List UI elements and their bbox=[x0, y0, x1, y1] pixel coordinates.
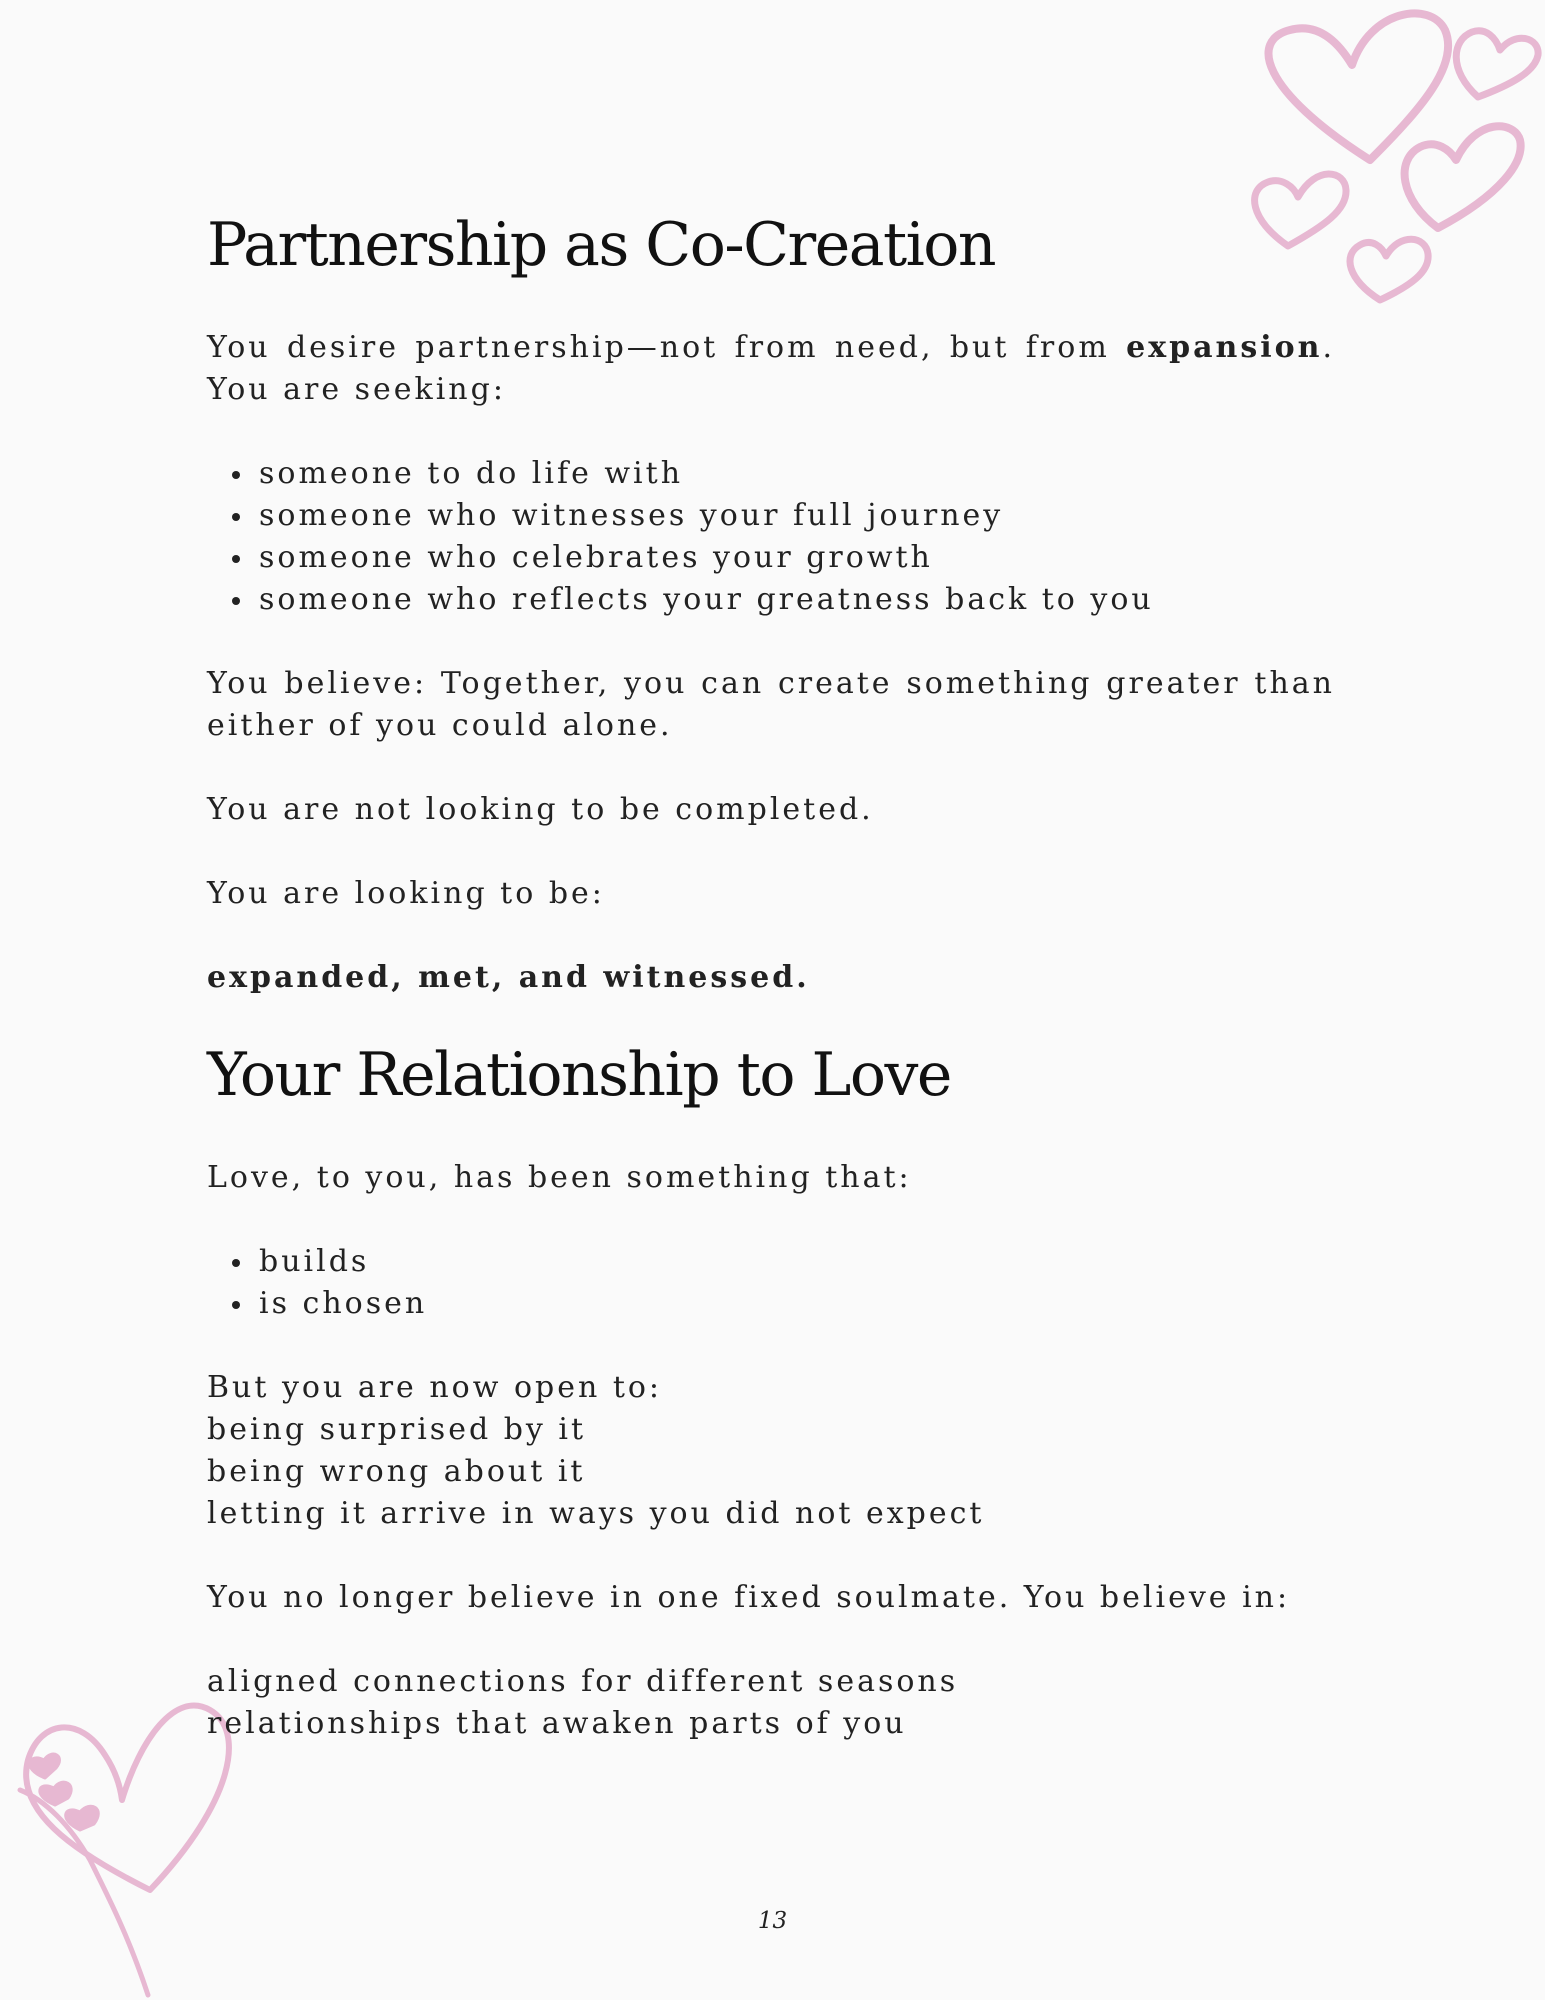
partnership-intro-bold: expansion bbox=[1126, 330, 1323, 365]
partnership-intro-start: You desire partnership—not from need, but from bbox=[207, 330, 1127, 365]
seeking-list bbox=[207, 453, 1335, 621]
open-to-line: letting it arrive in ways you did not expect bbox=[207, 1496, 985, 1531]
believe-in-line: relationships that awaken parts of you bbox=[207, 1706, 907, 1741]
looking-to-be-paragraph: You are looking to be: bbox=[207, 876, 605, 911]
open-to-line: being wrong about it bbox=[207, 1454, 586, 1489]
list-item: is chosen bbox=[259, 1283, 1335, 1325]
love-list bbox=[207, 1241, 1335, 1325]
page-number: 13 bbox=[757, 1908, 788, 1934]
list-item: someone who reflects your greatness back to you bbox=[259, 579, 1335, 621]
partnership-intro-end: . You are seeking: bbox=[207, 330, 1335, 407]
believe-in-line: aligned connections for different seasons bbox=[207, 1664, 959, 1699]
list-item: someone who witnesses your full journey bbox=[259, 495, 1335, 537]
section-title-relationship: Your Relationship to Love bbox=[207, 1040, 951, 1110]
believe-in-block bbox=[207, 1661, 1335, 1745]
open-to-line: But you are now open to: bbox=[207, 1370, 663, 1405]
open-to-line: being surprised by it bbox=[207, 1412, 587, 1447]
page-content bbox=[207, 205, 1335, 1745]
heart-with-small-hearts-icon bbox=[0, 1700, 260, 2000]
list-item: builds bbox=[259, 1241, 1335, 1283]
looking-to-be-bold: expanded, met, and witnessed. bbox=[207, 960, 810, 995]
soulmate-paragraph: You no longer believe in one fixed soulmate. You believe in: bbox=[207, 1580, 1291, 1615]
list-item: someone to do life with bbox=[259, 453, 1335, 495]
love-intro-paragraph: Love, to you, has been something that: bbox=[207, 1160, 912, 1195]
partnership-intro-paragraph bbox=[207, 327, 1335, 411]
open-to-block bbox=[207, 1367, 1335, 1535]
section-title-partnership: Partnership as Co-Creation bbox=[207, 210, 996, 280]
belief-paragraph: You believe: Together, you can create something greater than either of you could alone. bbox=[207, 666, 1335, 743]
list-item: someone who celebrates your growth bbox=[259, 537, 1335, 579]
not-completed-paragraph: You are not looking to be completed. bbox=[207, 792, 874, 827]
